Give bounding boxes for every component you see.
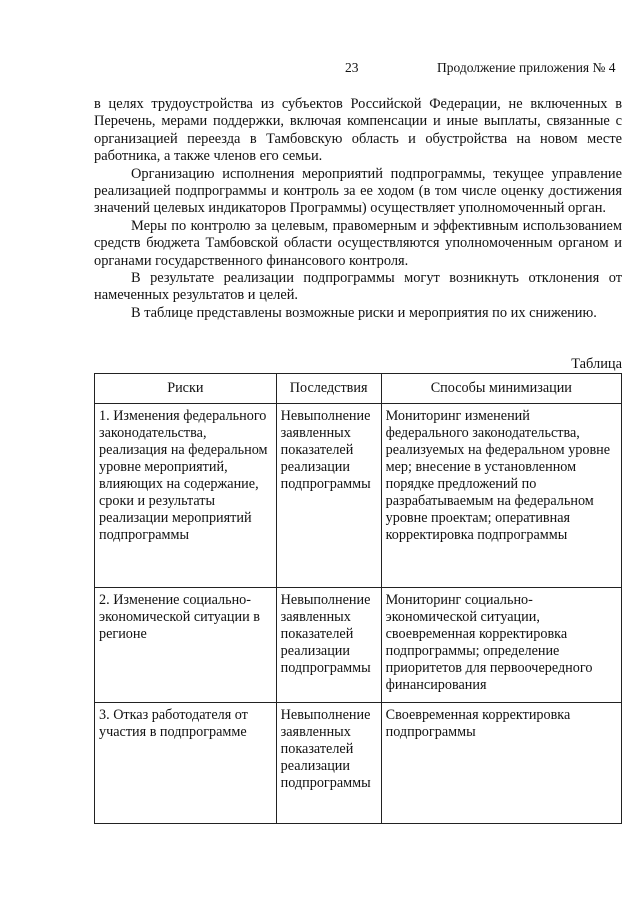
consequence-cell: Невыполнение заявленных показателей реализации подпрограммы [276, 404, 381, 588]
mitigation-cell: Своевременная корректировка подпрограммы [381, 703, 621, 824]
column-header-risks: Риски [95, 374, 277, 404]
table-caption: Таблица [571, 356, 622, 372]
risk-cell: 1. Изменения федерального законодательства, реализация на федеральном уровне мероприятий, влияющих на содержание, сроки и результаты реализации мероприятий подпрограммы [95, 404, 277, 588]
paragraph: В таблице представлены возможные риски и мероприятия по их снижению. [131, 304, 597, 321]
mitigation-cell: Мониторинг изменений федерального законодательства, реализуемых на федеральном уровне мер; внесение в установленном порядке предложений по разрабатываемым на федеральном уровне проектам; оперативная корректировка подпрограммы [381, 404, 621, 588]
risks-table [94, 373, 622, 824]
column-header-mitigation: Способы минимизации [381, 374, 621, 404]
paragraph: Меры по контролю за целевым, правомерным и эффективным использованием средств бюджета Тамбовской области осуществляются уполномоченным органом и органами государственного финансового контроля. [94, 217, 622, 269]
page-number: 23 [345, 60, 359, 75]
table-header-row [95, 374, 622, 404]
consequence-cell: Невыполнение заявленных показателей реализации подпрограммы [276, 588, 381, 703]
mitigation-cell: Мониторинг социально-экономической ситуации, своевременная корректировка подпрограммы; определение приоритетов для первоочередного финансирования [381, 588, 621, 703]
paragraph: Организацию исполнения мероприятий подпрограммы, текущее управление реализацией подпрограммы и контроль за ее ходом (в том числе оценку достижения значений целевых индикаторов Программы) осуществляет уполномоченный орган. [94, 165, 622, 217]
table-row [95, 588, 622, 703]
risk-cell: 2. Изменение социально-экономической ситуации в регионе [95, 588, 277, 703]
table-row [95, 404, 622, 588]
paragraph: в целях трудоустройства из субъектов Российской Федерации, не включенных в Перечень, мерами поддержки, включая компенсации и иные выплаты, связанные с организацией переезда в Тамбовскую область и обустройства на новом месте работника, а также членов его семьи. [94, 96, 622, 165]
table-row [95, 703, 622, 824]
body-text [94, 96, 622, 322]
column-header-consequences: Последствия [276, 374, 381, 404]
paragraph: В результате реализации подпрограммы могут возникнуть отклонения от намеченных результатов и целей. [94, 270, 622, 304]
page-header [0, 60, 640, 80]
consequence-cell: Невыполнение заявленных показателей реализации подпрограммы [276, 703, 381, 824]
appendix-continuation-note: Продолжение приложения № 4 [437, 60, 616, 75]
risk-cell: 3. Отказ работодателя от участия в подпрограмме [95, 703, 277, 824]
